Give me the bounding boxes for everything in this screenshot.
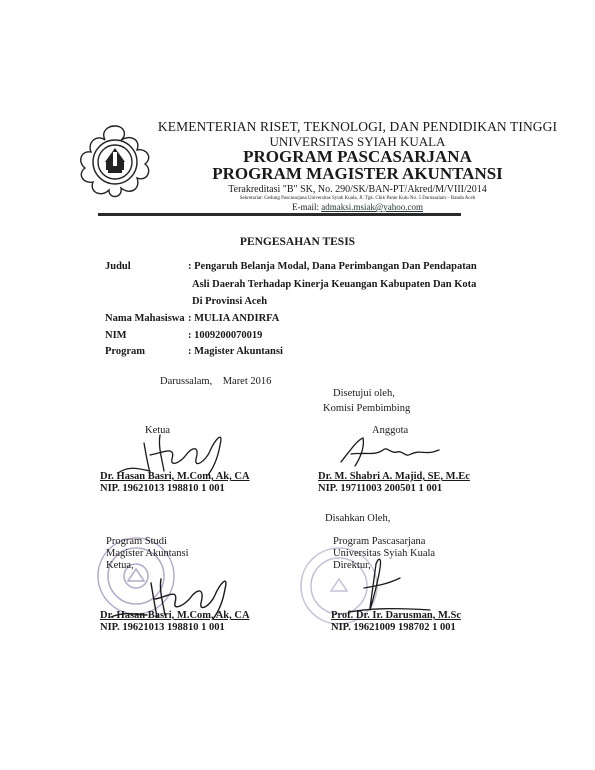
committee-label: Komisi Pembimbing	[323, 403, 411, 414]
study-program-heading: PROGRAM MAGISTER AKUNTANSI	[212, 164, 503, 183]
program-head-name: Dr. Hasan Basri, M.Com, Ak, CA	[100, 610, 250, 621]
anggota-name: Dr. M. Shabri A. Majid, SE, M.Ec	[318, 471, 470, 482]
judul-label: Judul	[105, 261, 131, 272]
ketua-name: Dr. Hasan Basri, M.Com, Ak, CA	[100, 471, 250, 482]
program-head-nip: NIP. 19621013 198810 1 001	[100, 622, 225, 633]
program-heading: PROGRAM PASCASARJANA	[243, 147, 472, 166]
nim-label: NIM	[105, 330, 127, 341]
program-label: Program	[105, 346, 146, 357]
email-link[interactable]: admaksi.msiak@yahoo.com	[321, 202, 424, 212]
right-block-line-1: Program Pascasarjana	[333, 536, 426, 547]
page-title: PENGESAHAN TESIS	[239, 236, 356, 248]
director-name: Prof. Dr. Ir. Darusman, M.Sc	[331, 610, 461, 621]
right-block-line-3: Direktur,	[333, 560, 371, 571]
director-signature	[330, 548, 450, 618]
accreditation-text: Terakreditasi "B" SK, No. 290/SK/BAN-PT/Akred/M/VIII/2014	[228, 184, 487, 195]
ketua-nip: NIP. 19621013 198810 1 001	[100, 483, 225, 494]
left-block-line-1: Program Studi	[106, 536, 167, 547]
place-date: Darussalam, Maret 2016	[160, 376, 272, 387]
right-block-line-2: Universitas Syiah Kuala	[333, 548, 436, 559]
director-nip: NIP. 19621009 198702 1 001	[331, 622, 456, 633]
left-block-line-3: Ketua,	[106, 560, 134, 571]
email-line	[0, 202, 595, 212]
university-heading: UNIVERSITAS SYIAH KUALA	[269, 134, 446, 149]
nama-value: : MULIA ANDIRFA	[188, 313, 280, 324]
judul-line-1: : Pengaruh Belanja Modal, Dana Perimbangan Dan Pendapatan	[188, 261, 477, 272]
ratified-by: Disahkan Oleh,	[325, 513, 391, 524]
judul-line-3: Di Provinsi Aceh	[192, 296, 268, 307]
secretariat-address: Sekretariat: Gedung Pascasarjana Universitas Syiah Kuala, Jl. Tgk. Chik Pante Kulu No. 5 Darussalam – Banda Aceh	[239, 196, 476, 201]
left-block-line-2: Magister Akuntansi	[106, 548, 189, 559]
anggota-signature	[335, 432, 445, 472]
anggota-label: Anggota	[372, 425, 409, 436]
ketua-label: Ketua	[145, 425, 171, 436]
approved-by: Disetujui oleh,	[333, 388, 395, 399]
email-label: E-mail:	[291, 202, 322, 212]
header-divider	[98, 213, 461, 216]
nim-value: : 1009200070019	[188, 330, 263, 341]
judul-line-2: Asli Daerah Terhadap Kinerja Keuangan Kabupaten Dan Kota	[192, 279, 477, 290]
ministry-heading: KEMENTERIAN RISET, TEKNOLOGI, DAN PENDIDIKAN TINGGI	[157, 119, 558, 134]
program-value: : Magister Akuntansi	[188, 346, 283, 357]
nama-label: Nama Mahasiswa	[105, 313, 185, 324]
anggota-nip: NIP. 19711003 200501 1 001	[318, 483, 443, 494]
